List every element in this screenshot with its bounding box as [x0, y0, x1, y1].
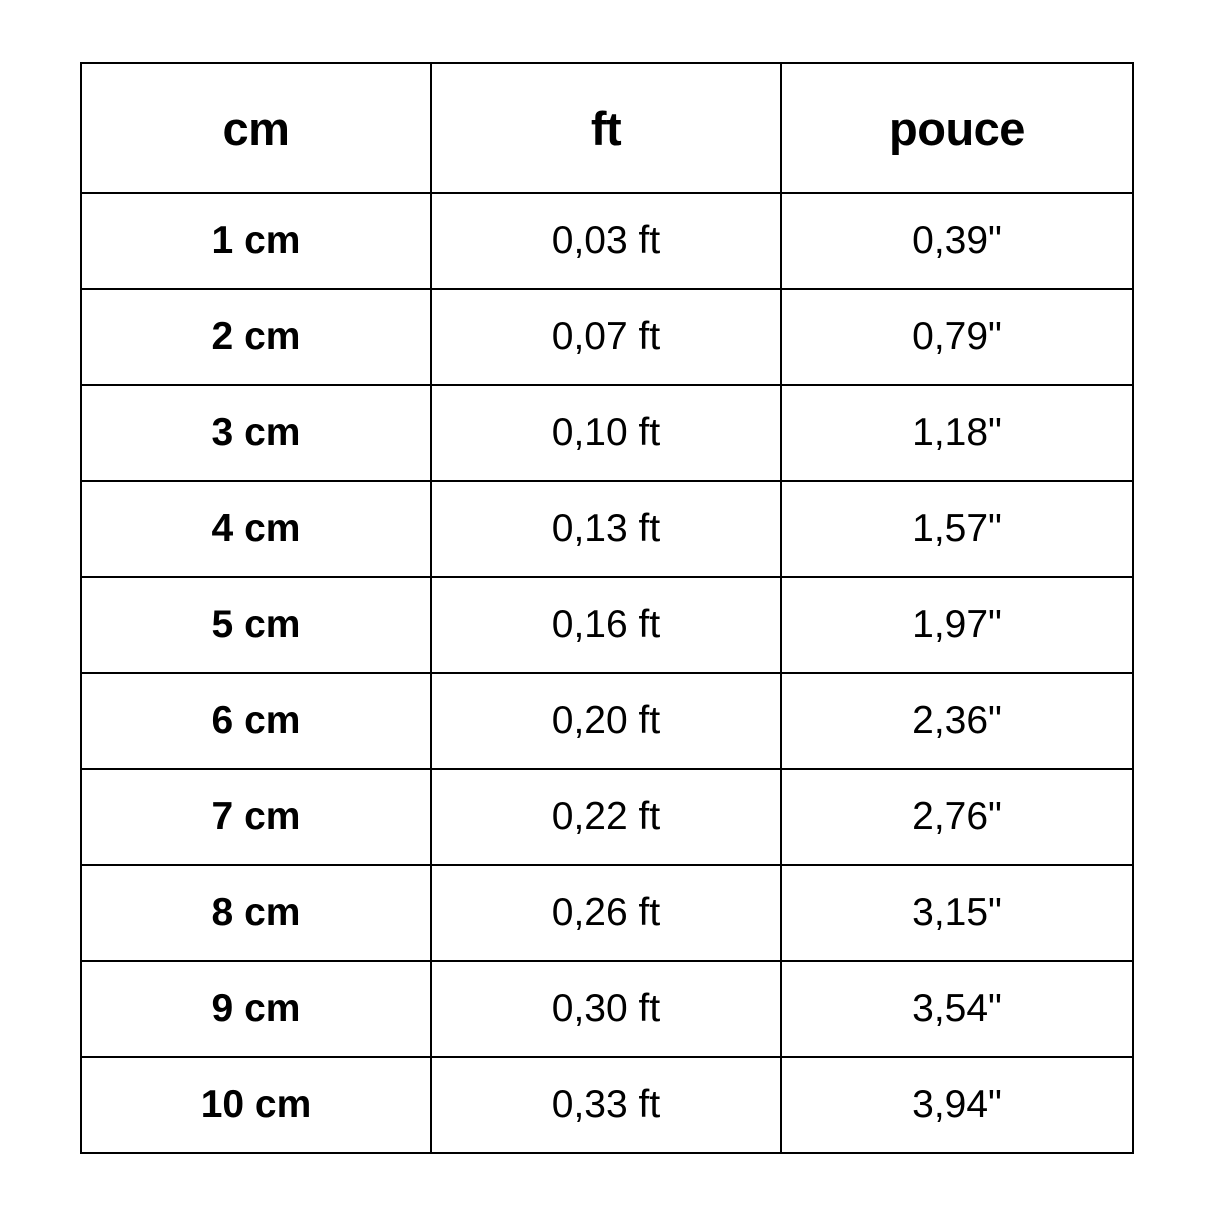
table-row	[81, 577, 1133, 673]
table-row	[81, 193, 1133, 289]
cell-ft: 0,16 ft	[431, 577, 781, 673]
cell-cm: 10 cm	[81, 1057, 431, 1153]
cell-ft: 0,22 ft	[431, 769, 781, 865]
table-row	[81, 673, 1133, 769]
cell-pouce: 3,15"	[781, 865, 1133, 961]
table-row	[81, 1057, 1133, 1153]
cell-cm: 2 cm	[81, 289, 431, 385]
cell-ft: 0,30 ft	[431, 961, 781, 1057]
cell-cm: 9 cm	[81, 961, 431, 1057]
cell-pouce: 3,94"	[781, 1057, 1133, 1153]
column-header-cm: cm	[81, 63, 431, 193]
cell-cm: 5 cm	[81, 577, 431, 673]
table-row	[81, 961, 1133, 1057]
column-header-pouce: pouce	[781, 63, 1133, 193]
table-body	[81, 193, 1133, 1153]
cell-pouce: 0,39"	[781, 193, 1133, 289]
table-row	[81, 385, 1133, 481]
table-row	[81, 289, 1133, 385]
cell-cm: 6 cm	[81, 673, 431, 769]
cell-ft: 0,20 ft	[431, 673, 781, 769]
cell-ft: 0,03 ft	[431, 193, 781, 289]
cell-cm: 7 cm	[81, 769, 431, 865]
cell-cm: 3 cm	[81, 385, 431, 481]
column-header-ft: ft	[431, 63, 781, 193]
cell-pouce: 1,57"	[781, 481, 1133, 577]
cell-cm: 1 cm	[81, 193, 431, 289]
table-row	[81, 769, 1133, 865]
cell-pouce: 0,79"	[781, 289, 1133, 385]
table-row	[81, 865, 1133, 961]
cell-pouce: 1,97"	[781, 577, 1133, 673]
cell-ft: 0,07 ft	[431, 289, 781, 385]
cell-cm: 8 cm	[81, 865, 431, 961]
cell-ft: 0,10 ft	[431, 385, 781, 481]
table-row	[81, 481, 1133, 577]
cell-cm: 4 cm	[81, 481, 431, 577]
cm-to-ft-inch-conversion-table	[80, 62, 1134, 1154]
cell-ft: 0,33 ft	[431, 1057, 781, 1153]
cell-pouce: 2,76"	[781, 769, 1133, 865]
table-header	[81, 63, 1133, 193]
cell-ft: 0,26 ft	[431, 865, 781, 961]
cell-pouce: 3,54"	[781, 961, 1133, 1057]
cell-pouce: 2,36"	[781, 673, 1133, 769]
cell-pouce: 1,18"	[781, 385, 1133, 481]
table-header-row	[81, 63, 1133, 193]
cell-ft: 0,13 ft	[431, 481, 781, 577]
